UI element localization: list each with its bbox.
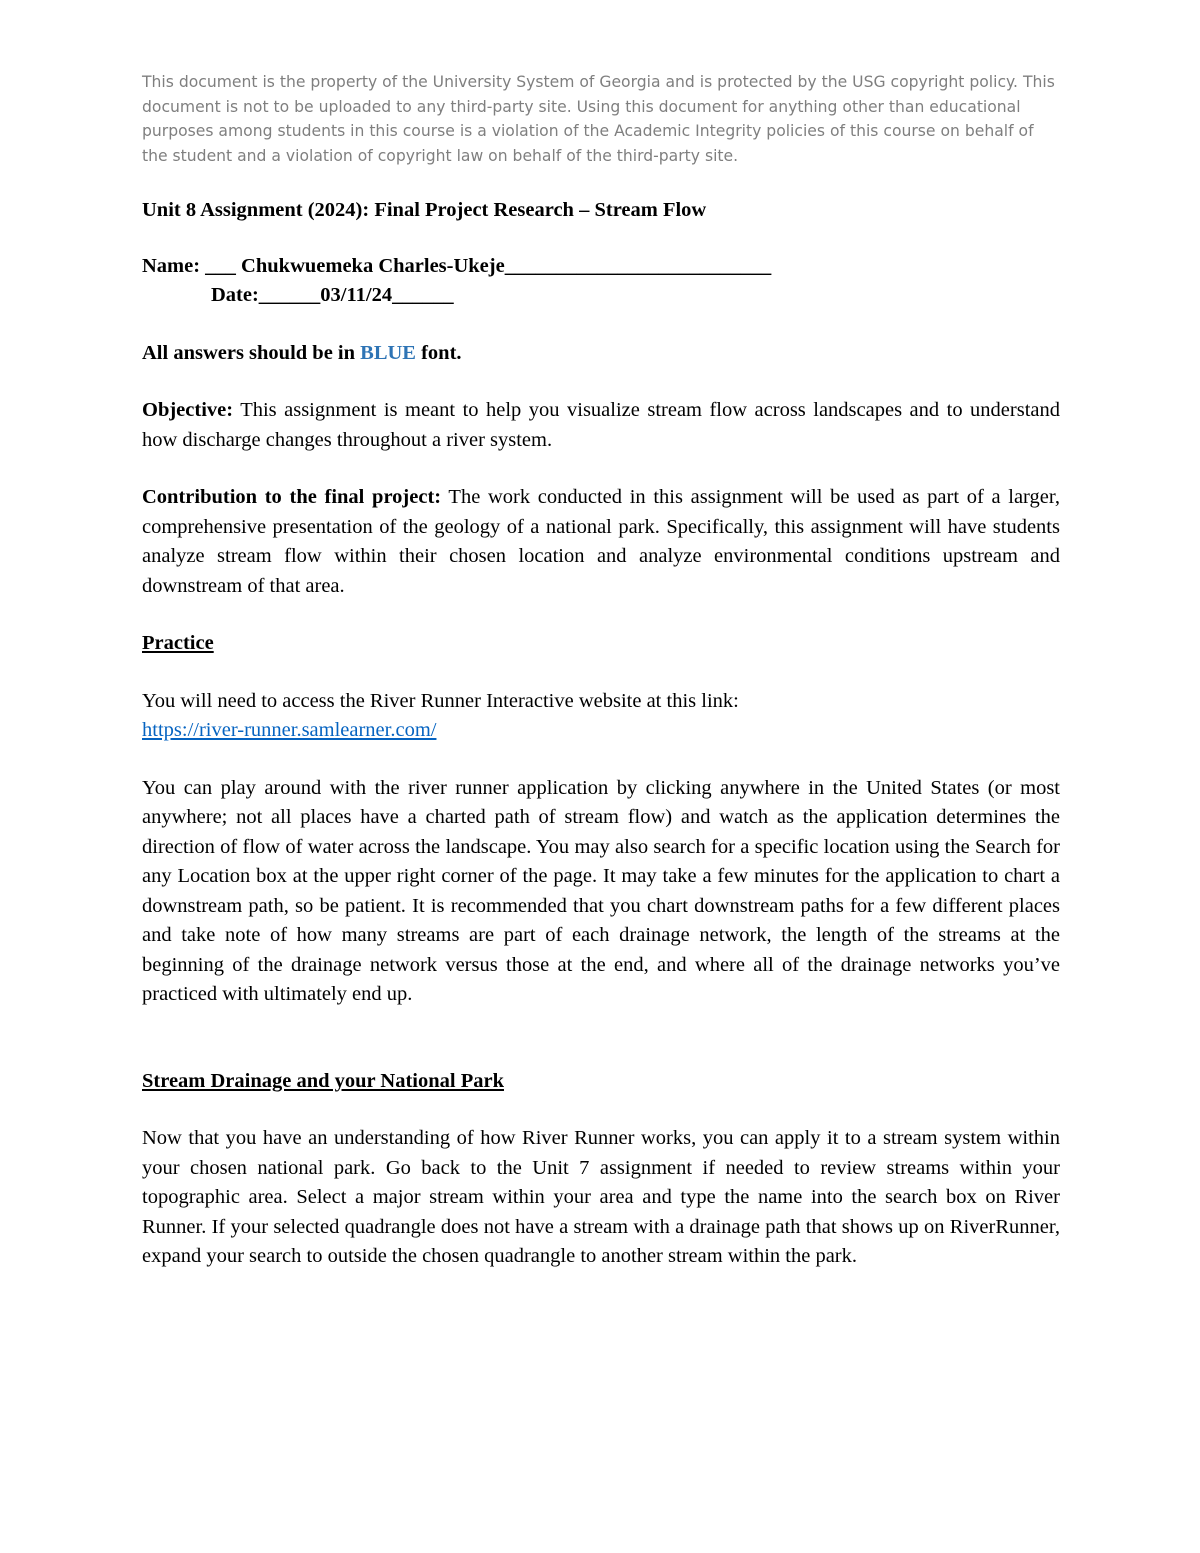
objective-label: Objective:	[142, 399, 234, 422]
practice-access-paragraph	[142, 687, 1060, 746]
practice-heading: Practice	[142, 632, 214, 655]
copyright-notice: This document is the property of the University System of Georgia and is protected by the USG copyright policy. This document is not to be uploaded to any third-party site. Using this document for anything other than educational purposes among students in this course is a violation of the Academic Integrity policies of this course on behalf of the student and a violation of copyright law on behalf of the third-party site.	[142, 73, 1055, 165]
stream-drainage-heading: Stream Drainage and your National Park	[142, 1069, 504, 1092]
contribution-label: Contribution to the final project:	[142, 486, 442, 509]
contribution-text: The work conducted in this assignment will be used as part of a larger, comprehensive presentation of the geology of a national park. Specifically, this assignment will have students analyze stream flow within their chosen location and analyze environmental conditions upstream and downstream of that area.	[142, 486, 1060, 597]
answers-instruction	[142, 339, 1060, 369]
river-runner-link[interactable]: https://river-runner.samlearner.com/	[142, 719, 437, 742]
contribution-paragraph	[142, 483, 1060, 601]
answers-blue-word: BLUE	[360, 341, 416, 364]
answers-suffix: font.	[415, 341, 462, 364]
assignment-title: Unit 8 Assignment (2024): Final Project Research – Stream Flow	[142, 199, 707, 222]
date-line: Date:______03/11/24______	[211, 284, 454, 307]
answers-prefix: All answers should be in	[142, 341, 361, 364]
objective-text: This assignment is meant to help you visualize stream flow across landscapes and to understand how discharge changes throughout a river system.	[142, 399, 1060, 451]
document-body	[142, 70, 1060, 1272]
stream-drainage-paragraph: Now that you have an understanding of how River Runner works, you can apply it to a stream system within your chosen national park. Go back to the Unit 7 assignment if needed to review streams within your topographic area. Select a major stream within your area and type the name into the search box on River Runner. If your selected quadrangle does not have a stream with a drainage path that shows up on RiverRunner, expand your search to outside the chosen quadrangle to another stream within the park.	[142, 1127, 1060, 1268]
practice-access-text: You will need to access the River Runner Interactive website at this link:	[142, 689, 739, 712]
practice-body-paragraph: You can play around with the river runner application by clicking anywhere in the United States (or most anywhere; not all places have a charted path of stream flow) and watch as the application determines the direction of flow of water across the landscape. You may also search for a specific location using the Search for any Location box at the upper right corner of the page. It may take a few minutes for the application to chart a downstream path, so be patient. It is recommended that you chart downstream paths for a few different places and take note of how many streams are part of each drainage network, the length of the streams at the beginning of the drainage network versus those at the end, and where all of the drainage networks you’ve practiced with ultimately end up.	[142, 776, 1060, 1006]
student-name-line: Name: ___ Chukwuemeka Charles-Ukeje__________________________	[142, 254, 772, 277]
objective-paragraph	[142, 396, 1060, 455]
